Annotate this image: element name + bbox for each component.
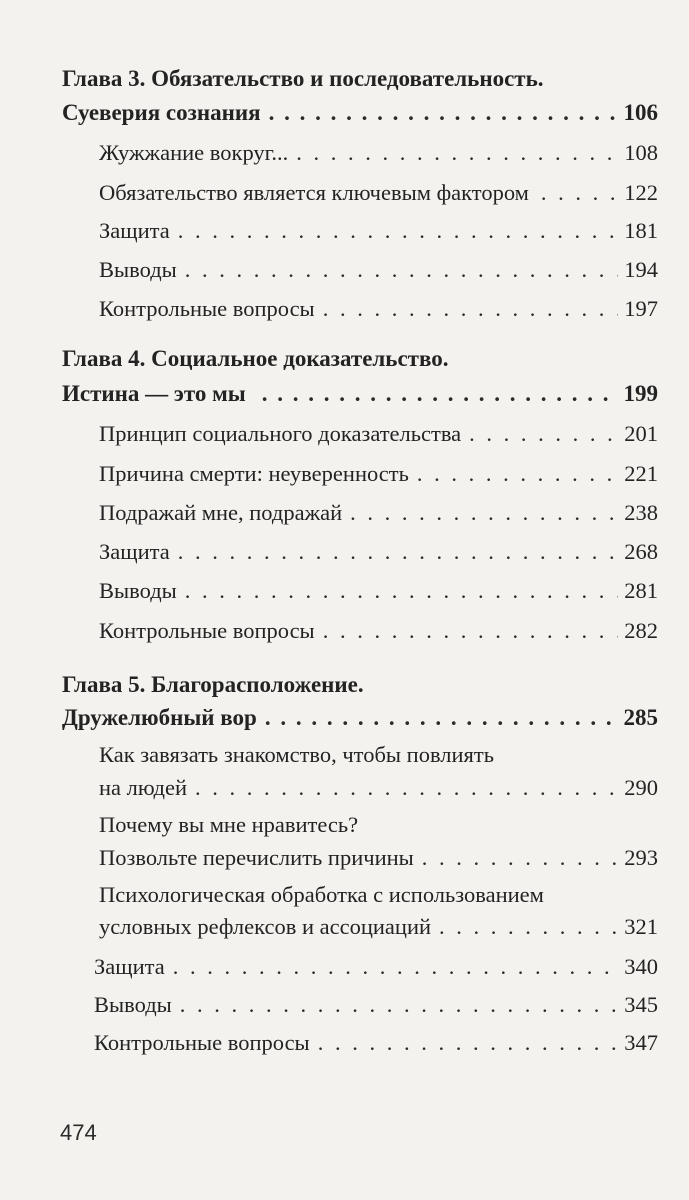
leader-dots (262, 381, 618, 407)
chapter-3-page: 106 (623, 100, 658, 125)
section-title: на людей (99, 775, 188, 800)
leader-dots (350, 500, 618, 526)
chapter-3-heading: Глава 3. Обязательство и последовательность. (62, 66, 544, 91)
section-page: 340 (624, 954, 658, 979)
toc-entry[interactable] (99, 618, 658, 644)
toc-entry[interactable] (94, 992, 658, 1018)
toc-entry[interactable] (99, 180, 658, 206)
section-page: 221 (624, 461, 658, 486)
leader-dots (185, 578, 618, 604)
section-title: Выводы (94, 992, 172, 1017)
page-number: 474 (60, 1120, 97, 1145)
leader-dots (180, 992, 618, 1018)
section-title-line1: Почему вы мне нравитесь? (99, 812, 359, 837)
section-title-line1: Как завязать знакомство, чтобы повлиять (99, 742, 494, 767)
toc-entry[interactable] (99, 500, 658, 526)
section-title: Выводы (99, 257, 177, 282)
section-page: 194 (624, 257, 658, 282)
leader-dots (178, 218, 619, 244)
leader-dots (269, 100, 618, 126)
leader-dots (469, 421, 618, 447)
section-title: Защита (99, 539, 170, 564)
leader-dots (265, 705, 618, 731)
chapter-5-heading: Глава 5. Благорасположение. (62, 672, 364, 697)
section-page: 282 (624, 618, 658, 643)
section-title: Защита (99, 218, 170, 243)
toc-entry[interactable] (94, 1030, 658, 1056)
section-title: Принцип социального доказательства (99, 421, 462, 446)
section-page: 347 (624, 1030, 658, 1055)
toc-entry[interactable] (99, 140, 658, 166)
toc-entry[interactable] (99, 421, 658, 447)
leader-dots (323, 296, 619, 322)
leader-dots (195, 775, 618, 801)
section-page: 201 (624, 421, 658, 446)
chapter-5-page: 285 (623, 705, 658, 730)
leader-dots (439, 914, 618, 940)
leader-dots (178, 539, 619, 565)
leader-dots (185, 257, 618, 283)
toc-entry[interactable] (99, 914, 658, 940)
section-title: Защита (94, 954, 165, 979)
leader-dots (422, 845, 618, 871)
section-page: 181 (624, 218, 658, 243)
section-page: 238 (624, 500, 658, 525)
section-title: условных рефлексов и ассоциаций (99, 914, 432, 939)
leader-dots (318, 1030, 619, 1056)
toc-entry[interactable] (99, 539, 658, 565)
section-title: Жужжание вокруг... (99, 140, 289, 165)
section-title: Выводы (99, 578, 177, 603)
section-title: Контрольные вопросы (99, 296, 315, 321)
section-title: Причина смерти: неуверенность (99, 461, 409, 486)
section-page: 281 (624, 578, 658, 603)
toc-entry[interactable] (99, 845, 658, 871)
section-page: 345 (624, 992, 658, 1017)
leader-dots (541, 180, 618, 206)
section-page: 108 (624, 140, 658, 165)
section-title: Контрольные вопросы (99, 618, 315, 643)
section-title-line1: Психологическая обработка с использованием (99, 882, 544, 907)
chapter-4-subtitle: Истина — это мы (62, 381, 246, 406)
toc-entry[interactable] (94, 954, 658, 980)
chapter-3-entry[interactable] (62, 100, 658, 126)
leader-dots (296, 140, 618, 166)
toc-entry[interactable] (99, 578, 658, 604)
chapter-5-subtitle: Дружелюбный вор (62, 705, 257, 730)
leader-dots (417, 461, 618, 487)
leader-dots (323, 618, 619, 644)
toc-entry[interactable] (99, 461, 658, 487)
section-title: Обязательство является ключевым фактором (99, 180, 529, 205)
leader-dots (173, 954, 619, 980)
toc-entry[interactable] (99, 257, 658, 283)
chapter-4-entry[interactable] (62, 381, 658, 407)
toc-entry[interactable] (99, 775, 658, 801)
section-page: 122 (624, 180, 658, 205)
chapter-3-subtitle: Суеверия сознания (62, 100, 261, 125)
toc-entry[interactable] (99, 218, 658, 244)
section-page: 321 (624, 914, 658, 939)
chapter-4-page: 199 (623, 381, 658, 406)
section-title: Контрольные вопросы (94, 1030, 310, 1055)
section-title: Подражай мне, подражай (99, 500, 343, 525)
section-page: 290 (624, 775, 658, 800)
section-title: Позвольте перечислить причины (99, 845, 414, 870)
toc-entry[interactable] (99, 296, 658, 322)
chapter-4-heading: Глава 4. Социальное доказательство. (62, 346, 449, 371)
section-page: 268 (624, 539, 658, 564)
section-page: 293 (624, 845, 658, 870)
section-page: 197 (624, 296, 658, 321)
chapter-5-entry[interactable] (62, 705, 658, 731)
